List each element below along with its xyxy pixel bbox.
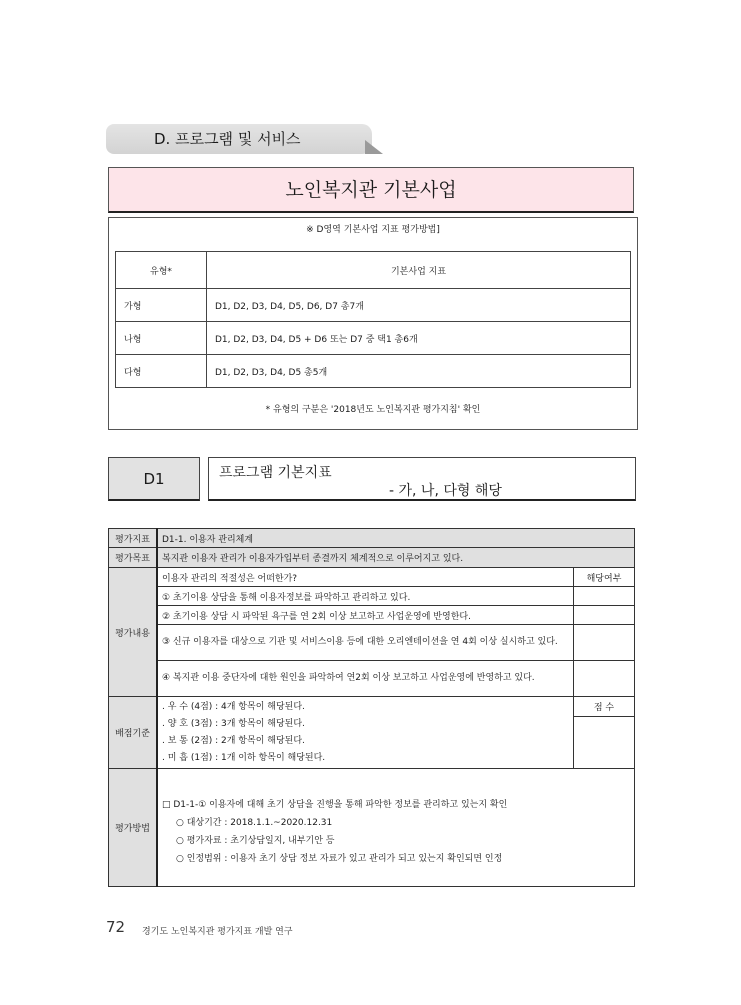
method-note: * 유형의 구분은 '2018년도 노인복지관 평가지침' 확인 <box>265 405 481 415</box>
scoring-item: . 미 흡 (1점) : 1개 이하 항목이 해당된다. <box>162 752 326 763</box>
type-cell: 가형 <box>116 289 207 322</box>
label-goal: 평가목표 <box>109 548 158 568</box>
indicator-cell: D1, D2, D3, D4, D5, D6, D7 총7개 <box>207 289 631 322</box>
goal-value: 복지관 이용자 관리가 이용자가입부터 종결까지 체계적으로 이루어지고 있다. <box>157 548 635 568</box>
label-scoring: 배점기준 <box>109 697 158 769</box>
type-header-cell: 유형* <box>116 252 207 289</box>
indicator-cell: D1, D2, D3, D4, D5 총5개 <box>207 355 631 388</box>
label-indicator: 평가지표 <box>109 529 158 548</box>
table-row <box>109 529 635 548</box>
label-method: 평가방법 <box>109 769 158 887</box>
scoring-item: . 보 통 (2점) : 2개 항목이 해당된다. <box>162 735 305 746</box>
d1-title-line2: - 가, 나, 다형 해당 <box>389 483 502 499</box>
table-row <box>109 625 635 661</box>
label-content: 평가내용 <box>109 568 158 697</box>
applicable-cell[interactable] <box>574 606 635 625</box>
table-row <box>109 769 635 887</box>
method-main: □ D1-1-① 이용자에 대해 초기 상담을 진행을 통해 파악한 정보를 관리하고 있는지 확인 <box>162 800 508 810</box>
table-row <box>109 697 635 717</box>
scoring-item: . 우 수 (4점) : 4개 항목이 해당된다. <box>162 701 305 712</box>
indicator-header-cell: 기본사업 지표 <box>207 252 631 289</box>
scoring-list <box>157 697 574 769</box>
indicator-cell: D1, D2, D3, D4, D5 + D6 또는 D7 중 택1 총6개 <box>207 322 631 355</box>
indicator-value: D1-1. 이용자 관리체계 <box>157 529 635 548</box>
table-row <box>116 322 631 355</box>
method-item: ○ 인정범위 : 이용자 초기 상담 정보 자료가 있고 관리가 되고 있는지 확인되면 인정 <box>176 854 503 864</box>
scoring-item: . 양 호 (3점) : 3개 항목이 해당된다. <box>162 718 305 729</box>
method-item: ○ 대상기간 : 2018.1.1.~2020.12.31 <box>176 818 333 828</box>
table-row <box>109 568 635 587</box>
content-item: ① 초기이용 상담을 통해 이용자정보를 파악하고 관리하고 있다. <box>157 587 574 606</box>
table-row <box>116 355 631 388</box>
d1-title-line1: 프로그램 기본지표 <box>219 465 332 481</box>
score-cell[interactable] <box>574 717 635 769</box>
content-item: ② 초기이용 상담 시 파악된 욕구를 연 2회 이상 보고하고 사업운영에 반영한다. <box>157 606 574 625</box>
section-tab: D. 프로그램 및 서비스 <box>106 124 372 154</box>
table-row <box>109 587 635 606</box>
table-row <box>109 548 635 568</box>
method-details <box>157 769 635 887</box>
indicator-table <box>108 528 635 887</box>
applicable-cell[interactable] <box>574 587 635 606</box>
tab-fold-decoration <box>365 140 383 154</box>
type-table <box>115 251 631 388</box>
type-table-header <box>116 252 631 289</box>
method-caption: ※ D영역 기본사업 지표 평가방법] <box>306 225 440 235</box>
content-item: ④ 복지관 이용 중단자에 대한 원인을 파악하여 연2회 이상 보고하고 사업운영에 반영하고 있다. <box>157 661 574 697</box>
type-cell: 나형 <box>116 322 207 355</box>
page-title: 노인복지관 기본사업 <box>108 167 634 213</box>
page-number: 72 <box>106 918 126 936</box>
d1-title-box <box>208 457 636 501</box>
score-header: 점 수 <box>574 697 635 717</box>
content-item: ③ 신규 이용자를 대상으로 기관 및 서비스이용 등에 대한 오리엔테이션을 연 4회 이상 실시하고 있다. <box>157 625 574 661</box>
type-cell: 다형 <box>116 355 207 388</box>
applicable-cell[interactable] <box>574 661 635 697</box>
footer-title: 경기도 노인복지관 평가지표 개발 연구 <box>142 927 293 937</box>
table-row <box>109 661 635 697</box>
d1-code-box: D1 <box>108 457 200 501</box>
method-item: ○ 평가자료 : 초기상담일지, 내부기안 등 <box>176 836 335 846</box>
evaluation-method-box <box>108 217 638 430</box>
table-row <box>109 606 635 625</box>
table-row <box>116 289 631 322</box>
applicable-header: 해당여부 <box>574 568 635 587</box>
content-question: 이용자 관리의 적절성은 어떠한가? <box>157 568 574 587</box>
applicable-cell[interactable] <box>574 625 635 661</box>
